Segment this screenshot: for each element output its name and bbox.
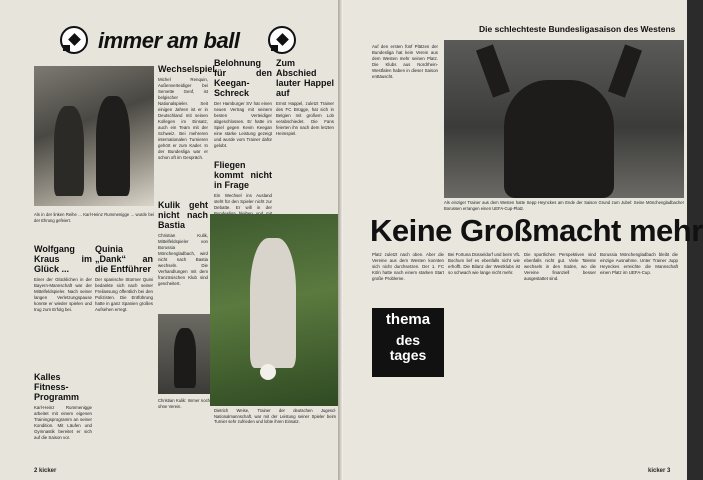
main-headline: Keine Großmacht mehr [370,213,703,248]
article-body: Die sportlichen Perspektiven sind ebenfalls nicht gut. Viele Talente wechseln in den Süden, wo die Vereine finanziell besser ausgestattet sind. [524,252,596,281]
article-heading: Fliegen kommt nicht in Frage [214,160,272,190]
article-heading: Wolfgang Kraus im Glück ... [34,244,92,274]
article-body: Der spanische Stürmer Quini bedankte sich nach seiner Freilassung öffentlich bei den Polizisten. Die Entführung hatte in ganz Spanien großes Aufsehen erregt. [95,277,153,312]
article-kegeln [214,58,272,158]
photo-caption: Als in der linken Reihe ... Karl-Heinz Rummenigge ... wurde bei der Ehrung gefeiert. [34,212,154,223]
article-heading: Belohnung für den Keegan-Schreck [214,58,272,98]
stadium-crowd-photo [34,66,154,206]
left-page [0,0,340,480]
article-column-1 [372,252,444,304]
kulik-photo [158,314,210,394]
article-body: Borussia Mönchengladbach bleibt die einzige Ausnahme. Unter Trainer Jupp Heynckes erreichte die Mannschaft einen Platz im UEFA-Cup. [600,252,678,275]
article-heading: Zum Abschied lauter Happel auf [276,58,334,98]
page-number: kicker 3 [648,468,671,474]
photo-caption: Christian Kulik: Immer noch ohne Verein. [158,398,210,409]
thema-line: tages [389,347,427,363]
article-body: Ein Wechsel ins Ausland steht für den Spieler nicht zur Debatte. Er will in der [214,193,272,210]
article-body: Der Hamburger SV hat einen neuen Vertrag mit seinem besten Verteidiger abgeschlossen. Er hatte im Spiel gegen Kevin Keegan eine starke Leistung gezeigt und wurde vom Trainer dafür gelobt. [214,101,272,148]
article-column-4 [600,252,678,456]
article-body: Platz zuletzt nach oben. Aber die Vereine aus dem Westen konnten sich nicht durchsetzen. Der 1. FC Köln hatte nach einem starken Start große Probleme. [372,252,444,281]
photo-caption: Als einziger Trainer aus dem Westen hatte Sepp Heynckes am Ende der Saison Grund zum Jubel: Seine Mönchengladbacher Borussen errangen einen UEFA-Cup-Platz. [444,200,684,211]
article-kulik [158,200,208,308]
article-quinia [95,244,153,454]
article-body: Bei Fortuna Düsseldorf und beim VfL Bochum lief es ebenfalls nicht wie erhofft. Die Bilanz der Westklubs ist so schwach wie lange nicht mehr. [448,252,520,275]
article-heading: Kalles Fitness-Programm [34,372,80,402]
article-wechselspiel [158,64,215,194]
article-body: Karl-Heinz Rummenigge arbeitet mit einem eigenen Trainingsprogramm an seiner Kondition. Mit Läufen und Gymnastik bereitet er sich auf die Saison vor. [34,405,92,440]
football-icon [268,26,296,54]
article-body: Christian Kulik, Mittelfeldspieler von Borussia Mönchengladbach, wird nicht nach Bastia wechseln. Die Verhandlungen mit dem französischen Klub sind gescheitert. [158,233,208,286]
article-body: Einer der Glücklichen in der Bayern-Mannschaft war der Mittelfeldspieler. Nach seiner langen Verletzungspause konnte er wieder spielen und trug zum Erfolg bei. [34,277,92,312]
article-intro [372,44,438,210]
photo-caption: Dietrich Weise, Trainer der deutschen Jugend-Nationalmannschaft, war mit der Leistung seiner Spieler beim Turnier sehr zufrieden und lobte ihren Einsatz. [214,408,336,424]
article-column-2 [448,252,520,456]
article-heading: Kulik geht nicht nach Bastia [158,200,208,230]
thema-line: des [395,332,421,348]
article-column-3 [524,252,596,456]
article-heading: Quinia „Dank“ an die Entführer [95,244,153,274]
article-fliegen [214,160,272,210]
article-body: Ernst Happel, zuletzt Trainer des FC Brügge, hat sich in Belgien mit großem Lob verabschiedet. Die Fans feierten ihn nach dem letzten Heimspiel. [276,101,334,136]
masthead-title: immer am ball [98,28,240,53]
kicker-line: Die schlechteste Bundesligasaison des Westens [479,24,676,34]
thema-des-tages-badge-lower [372,333,444,377]
player-action-photo [210,214,338,406]
thema-line: thema [385,311,431,328]
article-wolfgang [34,244,92,364]
article-body: Auf den ersten fünf Plätzen der Bundesliga hat kein Verein aus dem Westen mehr seinen Platz. Die Klubs aus Nordrhein-Westfalen haben in dieser Saison enttäuscht. [372,44,438,79]
article-heading: Wechselspiel [158,64,215,74]
heynckes-celebration-photo [444,40,684,198]
page-number: 2 kicker [34,468,57,474]
article-body: Michel Renquin, Außenverteidiger bei Servette Genf, ist belgischer Nationalspieler. Seit einigen Jahren ist er in Deutschland mit seinen Kollegen im Einsatz, auch ein Team mit der Schweiz. Bei mehreren internationalen Turnieren gehört er zum Kader. In der Bundesliga war er schon oft im Gespräch. [158,77,208,160]
masthead [60,24,300,60]
football-icon [60,26,88,54]
article-fitness [34,372,92,462]
article-happel [276,58,334,210]
